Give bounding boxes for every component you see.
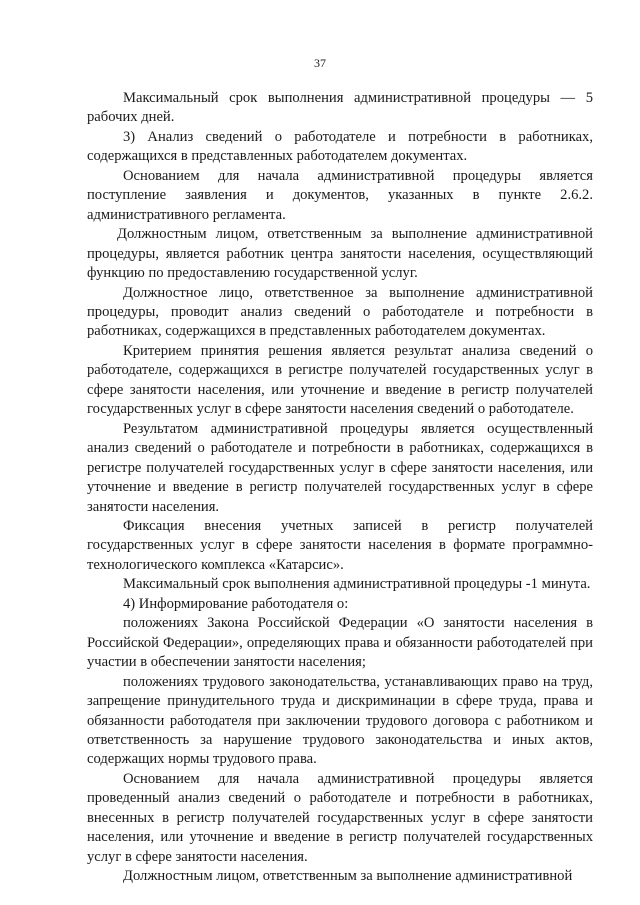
page-number: 37 bbox=[314, 56, 326, 70]
paragraph-step-3-heading: 3) Анализ сведений о работодателе и потребности в работниках, содержащихся в представленных работодателем документах. bbox=[87, 128, 593, 165]
paragraph-basis-step-4: Основанием для начала административной процедуры является проведенный анализ сведений о работодателе и потребности в работниках, внесенных в регистр получателей государственных услуг в сфере занятости населения, или уточнение и введение в регистр получателей государственных услуг в сфере занятости населения. bbox=[87, 770, 593, 865]
paragraph-procedure-result: Результатом административной процедуры является осуществленный анализ сведений о работодателе и потребности в работниках, содержащихся в регистре получателей государственных услуг в сфере занятости населения, или уточнение и введение в регистр получателей государственных услуг в сфере занятости населения. bbox=[87, 420, 593, 515]
paragraph-record-fixation: Фиксация внесения учетных записей в регистр получателей государственных услуг в сфере занятости населения в формате программно-технологического комплекса «Катарсис». bbox=[87, 517, 593, 573]
paragraph-basis: Основанием для начала административной процедуры является поступление заявления и документов, указанных в пункте 2.6.2. административного регламента. bbox=[87, 167, 593, 223]
paragraph-responsible-person-step-4: Должностным лицом, ответственным за выполнение административной bbox=[123, 868, 573, 885]
paragraph-official-analysis: Должностное лицо, ответственное за выполнение административной процедуры, проводит анализ сведений о работодателе и потребности в работниках, содержащихся в представленных работодателем документах. bbox=[87, 284, 593, 340]
paragraph-max-term: Максимальный срок выполнения административной процедуры — 5 рабочих дней. bbox=[87, 90, 593, 126]
document-body bbox=[87, 89, 593, 887]
paragraph-responsible-person: Должностным лицом, ответственным за выполнение административной процедуры, является работник центра занятости населения, осуществляющий функцию по предоставлению государственной услуг. bbox=[87, 226, 593, 282]
paragraph-step-4-heading: 4) Информирование работодателя о: bbox=[123, 595, 349, 612]
paragraph-labour-law: положениях трудового законодательства, устанавливающих право на труд, запрещение принудительного труда и дискриминации в сфере труда, права и обязанности работодателя при заключении трудового договора с работником и ответственность за нарушение трудового законодательства и иных актов, содержащих нормы трудового права. bbox=[87, 673, 593, 768]
paragraph-decision-criterion: Критерием принятия решения является результат анализа сведений о работодателе, содержащихся в регистре получателей государственных услуг в сфере занятости населения, или уточнение и введение в регистр получателей государственных услуг в сфере занятости населения сведений о работодателе. bbox=[87, 342, 593, 418]
paragraph-employment-law: положениях Закона Российской Федерации «О занятости населения в Российской Федерации», определяющих права и обязанности работодателей при участии в обеспечении занятости населения; bbox=[87, 615, 593, 671]
paragraph-max-term-minute: Максимальный срок выполнения административной процедуры -1 минута. bbox=[123, 576, 591, 593]
